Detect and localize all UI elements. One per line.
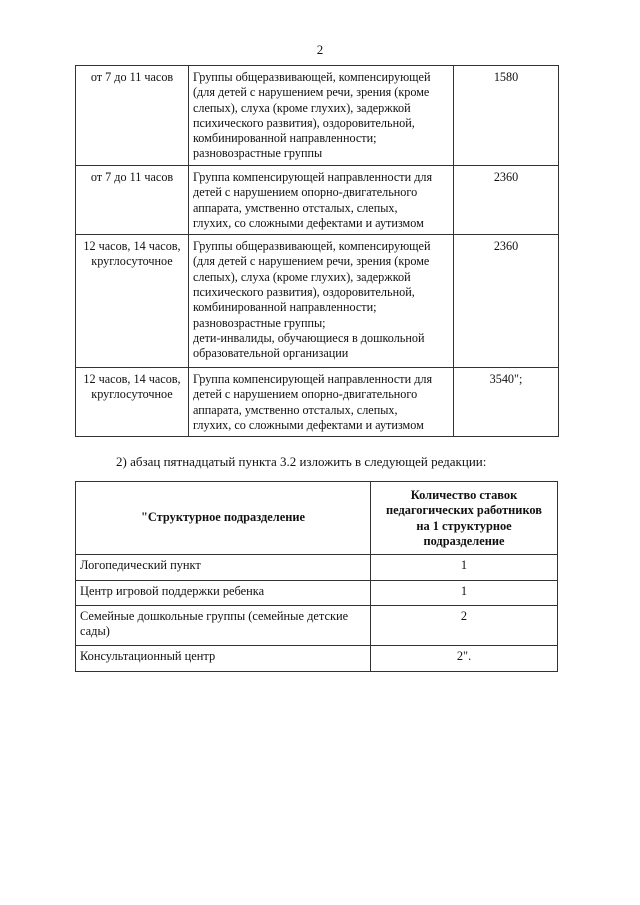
groups-cell: Группа компенсирующей направленности для детей с нарушением опорно-двигательного аппарата, умственно отсталых, слепых, глухих, со сложными дефектами и аутизмом [189,368,454,437]
table-row [76,368,559,437]
unit-name-cell: Логопедический пункт [76,554,371,580]
mode-cell: от 7 до 11 часов [76,66,189,166]
unit-name-cell: Центр игровой поддержки ребенка [76,580,371,605]
amount-cell: 2360 [454,166,559,235]
header-structural-unit: "Структурное подразделение [76,482,371,555]
groups-cell: Группы общеразвивающей, компенсирующей (для детей с нарушением речи, зрения (кроме слепых), слуха (кроме глухих), задержкой психического развития), оздоровительной, комбинированной направленности; разновозрастные группы; дети-инвалиды, обучающиеся в дошкольной образовательной организации [189,235,454,368]
staff-value-cell: 2". [371,645,558,671]
amendment-paragraph: 2) абзац пятнадцатый пункта 3.2 изложить в следующей редакции: [116,454,487,469]
page-number: 2 [316,42,324,57]
table-row [76,645,558,671]
staff-table [75,481,558,672]
table-row [76,166,559,235]
mode-cell: 12 часов, 14 часов, круглосуточное [76,235,189,368]
groups-cell: Группа компенсирующей направленности для детей с нарушением опорно-двигательного аппарата, умственно отсталых, слепых, глухих, со сложными дефектами и аутизмом [189,166,454,235]
staff-value-cell: 1 [371,580,558,605]
unit-name-cell: Семейные дошкольные группы (семейные детские сады) [76,605,371,645]
table-row [76,580,558,605]
unit-name-cell: Консультационный центр [76,645,371,671]
table-row [76,235,559,368]
staff-value-cell: 2 [371,605,558,645]
tariff-table [75,65,559,437]
amount-cell: 1580 [454,66,559,166]
mode-cell: 12 часов, 14 часов, круглосуточное [76,368,189,437]
table-row [76,554,558,580]
groups-cell: Группы общеразвивающей, компенсирующей (для детей с нарушением речи, зрения (кроме слепых), слуха (кроме глухих), задержкой психического развития), оздоровительной, комбинированной направленности; разновозрастные группы [189,66,454,166]
table-header-row [76,482,558,555]
table-row [76,66,559,166]
mode-cell: от 7 до 11 часов [76,166,189,235]
amount-cell: 3540"; [454,368,559,437]
header-staff-count: Количество ставок педагогических работников на 1 структурное подразделение [371,482,558,555]
table-row [76,605,558,645]
amount-cell: 2360 [454,235,559,368]
staff-value-cell: 1 [371,554,558,580]
